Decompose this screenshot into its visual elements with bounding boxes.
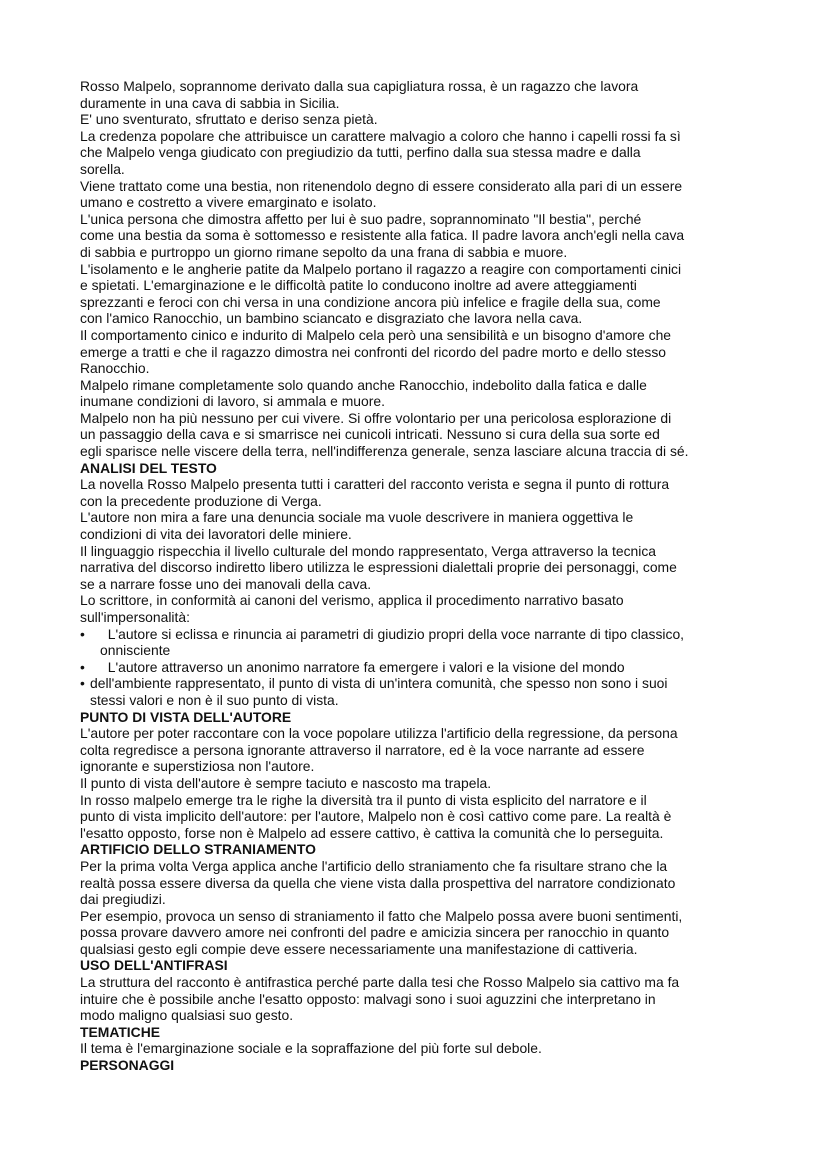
document-page	[80, 78, 752, 1074]
text-line: e spietati. L'emarginazione e le difficoltà patite lo conducono inoltre ad avere atteggiamenti	[80, 277, 637, 294]
section-heading: TEMATICHE	[80, 1023, 160, 1040]
bullet-icon: •	[80, 675, 85, 692]
text-line: duramente in una cava di sabbia in Sicilia.	[80, 94, 340, 111]
text-line: dai pregiudizi.	[80, 891, 166, 908]
text-line: Rosso Malpelo, soprannome derivato dalla sua capigliatura rossa, è un ragazzo che lavora	[80, 78, 639, 94]
text-line: La credenza popolare che attribuisce un carattere malvagio a coloro che hanno i capelli rossi fa sì	[80, 127, 681, 144]
text-line: L'unica persona che dimostra affetto per lui è suo padre, soprannominato "Il bestia", perché	[80, 210, 642, 227]
section-heading: PUNTO DI VISTA DELL'AUTORE	[80, 708, 292, 725]
text-line: realtà possa essere diversa da quella che viene vista dalla prospettiva del narratore condizionato	[80, 874, 676, 891]
text-line: Il linguaggio rispecchia il livello culturale del mondo rappresentato, Verga attraverso la tecnica	[80, 542, 657, 559]
text-line: sorella.	[80, 160, 125, 177]
text-line: Ranocchio.	[80, 360, 150, 377]
text-line: sull'impersonalità:	[80, 609, 190, 625]
section-heading: ARTIFICIO DELLO STRANIAMENTO	[80, 841, 316, 858]
bullet-text: L'autore si eclissa e rinuncia ai parametri di giudizio propri della voce narrante di tipo classico,	[107, 625, 685, 642]
text-line: Per esempio, provoca un senso di straniamento il fatto che Malpelo possa avere buoni sentimenti,	[80, 907, 683, 924]
bullet-continuation: onnisciente	[100, 642, 171, 659]
text-line: La struttura del racconto è antifrastica perché parte dalla tesi che Rosso Malpelo sia cattivo ma fa	[80, 974, 680, 991]
text-line: emerge a tratti e che il ragazzo dimostra nei confronti del ricordo del padre morto e dello stesso	[80, 343, 667, 360]
text-line: di sabbia e purtroppo un giorno rimane sepolto da una frana di sabbia e muore.	[80, 243, 568, 260]
text-line: un passaggio della cava e si smarrisce nei cunicoli intricati. Nessuno si cura della sua sorte ed	[80, 426, 660, 443]
text-line: Malpelo rimane completamente solo quando anche Ranocchio, indebolito dalla fatica e dalle	[80, 376, 647, 393]
bullet-item	[80, 675, 752, 692]
text-line: ignorante e superstiziosa non l'autore.	[80, 758, 315, 775]
personaggi-section	[80, 1057, 752, 1074]
text-line: qualsiasi gesto egli compie deve essere necessariamente una manifestazione di cattiveria.	[80, 940, 638, 957]
straniamento-section	[80, 841, 752, 957]
text-line: come una bestia da soma è sottomesso e resistente alla fatica. Il padre lavora anch'egli nella cava	[80, 227, 685, 244]
text-line: l'esatto opposto, forse non è Malpelo ad essere cattivo, è cattiva la comunità che lo perseguita.	[80, 824, 664, 841]
text-line: con l'amico Ranocchio, un bambino sciancato e disgraziato che lavora nella cava.	[80, 310, 583, 327]
text-line: possa provare davvero amore nei confronti del padre e amicizia sincera per ranocchio in quanto	[80, 924, 670, 941]
text-line: L'autore per poter raccontare con la voce popolare utilizza l'artificio della regressione, da persona	[80, 725, 678, 742]
bullet-continuation: stessi valori e non è il suo punto di vista.	[90, 691, 339, 708]
text-line: se a narrare fosse uno dei manovali della cava.	[80, 575, 372, 592]
text-line: Per la prima volta Verga applica anche l'artificio dello straniamento che fa risultare strano che la	[80, 857, 668, 874]
text-line: colta regredisce a persona ignorante attraverso il narratore, ed è la voce narrante ad essere	[80, 741, 645, 758]
tematiche-section	[80, 1024, 752, 1057]
text-line: Il tema è l'emarginazione sociale e la sopraffazione del più forte sul debole.	[80, 1040, 542, 1057]
text-line: La novella Rosso Malpelo presenta tutti i caratteri del racconto verista e segna il punto di rottura	[80, 476, 670, 493]
analisi-section	[80, 460, 752, 709]
bullet-text: L'autore attraverso un anonimo narratore fa emergere i valori e la visione del mondo	[107, 658, 625, 675]
text-line: L'isolamento e le angherie patite da Malpelo portano il ragazzo a reagire con comportamenti cinici	[80, 260, 682, 277]
text-line: che Malpelo venga giudicato con pregiudizio da tutti, perfino dalla sua stessa madre e dalla	[80, 144, 641, 161]
text-line: E' uno sventurato, sfruttato e deriso senza pietà.	[80, 111, 378, 128]
text-line: condizioni di vita dei lavoratori delle miniere.	[80, 526, 352, 543]
text-line: sprezzanti e feroci con chi versa in una condizione ancora più infelice e fragile della sua, come	[80, 293, 661, 310]
text-line: umano e costretto a vivere emarginato e isolato.	[80, 194, 377, 211]
text-line: punto di vista implicito dell'autore: per l'autore, Malpelo non è così cattivo come pare. La realtà è	[80, 808, 672, 825]
bullet-item	[80, 659, 752, 676]
text-line: intuire che è possibile anche l'esatto opposto: malvagi sono i suoi aguzzini che interpretano in	[80, 990, 656, 1007]
text-line: L'autore non mira a fare una denuncia sociale ma vuole descrivere in maniera oggettiva le	[80, 509, 634, 526]
text-line: Il punto di vista dell'autore è sempre taciuto e nascosto ma trapela.	[80, 774, 492, 791]
bullet-text: dell'ambiente rappresentato, il punto di vista di un'intera comunità, che spesso non sono i suoi	[90, 675, 668, 692]
bullet-icon: •	[80, 658, 85, 675]
text-line: Viene trattato come una bestia, non ritenendolo degno di essere considerato alla pari di un essere	[80, 177, 683, 194]
punto-di-vista-section	[80, 709, 752, 842]
text-line: con la precedente produzione di Verga.	[80, 492, 322, 509]
bullet-item	[80, 626, 752, 643]
text-line: Lo scrittore, in conformità ai canoni del verismo, applica il procedimento narrativo basato	[80, 592, 624, 609]
text-line: Il comportamento cinico e indurito di Malpelo cela però una sensibilità e un bisogno d'amore che	[80, 326, 672, 343]
intro-section	[80, 78, 752, 460]
text-line: egli sparisce nelle viscere della terra, nell'indifferenza generale, senza lasciare alcuna traccia di sé.	[80, 443, 689, 460]
section-heading: PERSONAGGI	[80, 1057, 175, 1074]
section-heading: USO DELL'ANTIFRASI	[80, 957, 228, 974]
bullet-icon: •	[80, 625, 85, 642]
section-heading: ANALISI DEL TESTO	[80, 459, 217, 476]
text-line: Malpelo non ha più nessuno per cui vivere. Si offre volontario per una pericolosa esplorazione di	[80, 409, 672, 426]
text-line: In rosso malpelo emerge tra le righe la diversità tra il punto di vista esplicito del narratore e il	[80, 791, 647, 808]
text-line: inumane condizioni di lavoro, si ammala e muore.	[80, 393, 385, 410]
antifrasi-section	[80, 957, 752, 1023]
text-line: narrativa del discorso indiretto libero utilizza le espressioni dialettali proprie dei personaggi, come	[80, 559, 677, 576]
text-line: modo maligno qualsiasi suo gesto.	[80, 1007, 294, 1024]
